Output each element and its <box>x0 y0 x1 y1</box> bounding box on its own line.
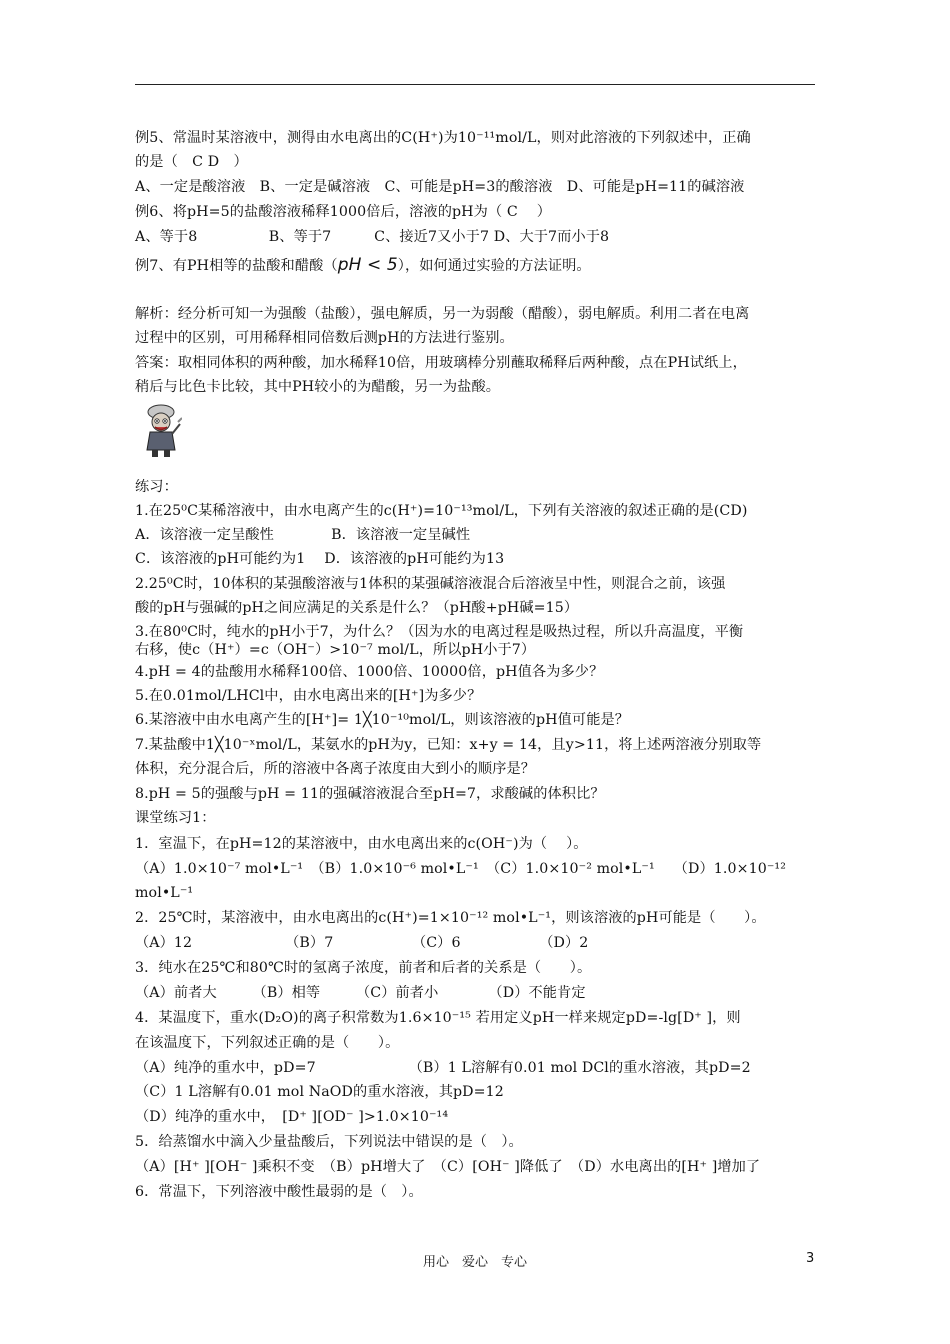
line-c4a: 4．某温度下，重水(D₂O)的离子积常数为1.6×10⁻¹⁵ 若用定义pH一样来规定pD=-lg[D⁺ ]，则 <box>135 1010 741 1026</box>
line-c6: 6．常温下，下列溶液中酸性最弱的是（ ）。 <box>135 1184 423 1200</box>
line-c1: 1．室温下，在pH=12的某溶液中，由水电离出来的c(OH⁻)为（ ）。 <box>135 836 588 852</box>
line-p2a: 2.25⁰C时，10体积的某强酸溶液与1体积的某强碱溶液混合后溶液呈中性，则混合之前，该强 <box>135 576 726 592</box>
line-p1-ab: A．该溶液一定呈酸性 B．该溶液一定呈碱性 <box>135 527 471 543</box>
line-ex5: 例5、常温时某溶液中，测得由水电离出的C(H⁺)为10⁻¹¹mol/L，则对此溶液的下列叙述中，正确 <box>135 130 751 146</box>
page-number: 3 <box>806 1251 815 1266</box>
line-p7b: 体积，充分混合后，所的溶液中各离子浓度由大到小的顺序是？ <box>135 761 536 777</box>
line-c5-options: （A）[H⁺ ][OH⁻ ]乘积不变 （B）pH增大了 （C）[OH⁻ ]降低了 （D）水电离出的[H⁺ ]增加了 <box>135 1159 761 1175</box>
line-p7a: 7.某盐酸中1╳10⁻ˣmol/L，某氨水的pH为y，已知：x+y = 14，且y>11，将上述两溶液分别取等 <box>135 737 762 753</box>
line-p8: 8.pH = 5的强酸与pH = 11的强碱溶液混合至pH=7，求酸碱的体积比？ <box>135 786 605 802</box>
line-c2: 2．25℃时，某溶液中，由水电离出的c(H⁺)=1×10⁻¹² mol•L⁻¹，则该溶液的pH可能是（ ）。 <box>135 910 766 926</box>
line-p3b: 右移，使c（H⁺）=c（OH⁻）>10⁻⁷ mol/L，所以pH小于7） <box>135 642 536 658</box>
line-p3a: 3.在80⁰C时，纯水的pH小于7，为什么？（因为水的电离过程是吸热过程，所以升高温度，平衡 <box>135 624 744 640</box>
line-p5: 5.在0.01mol/LHCl中，由水电离出来的[H⁺]为多少？ <box>135 688 482 704</box>
line-ex7 <box>135 256 591 275</box>
line-p1: 1.在25⁰C某稀溶液中，由水电离产生的c(H⁺)=10⁻¹³mol/L，下列有关溶液的叙述正确的是(CD) <box>135 503 748 519</box>
ex7-text-b: ），如何通过实验的方法证明。 <box>397 258 591 274</box>
line-c5: 5．给蒸馏水中滴入少量盐酸后，下列说法中错误的是（ ）。 <box>135 1134 523 1150</box>
line-answer-2: 稍后与比色卡比较，其中PH较小的为醋酸，另一为盐酸。 <box>135 379 501 395</box>
line-class-title: 课堂练习1： <box>135 810 216 826</box>
line-ex5-answer: 的是（ C D ） <box>135 154 248 170</box>
line-practice-title: 练习： <box>135 479 178 495</box>
line-c4-c: （C）1 L溶解有0.01 mol NaOD的重水溶液，其pD=12 <box>135 1084 504 1100</box>
line-c4-d: （D）纯净的重水中， [D⁺ ][OD⁻ ]>1.0×10⁻¹⁴ <box>135 1109 449 1125</box>
line-c1-options-cont: mol•L⁻¹ <box>135 885 194 901</box>
line-c4-ab: （A）纯净的重水中，pD=7 （B）1 L溶解有0.01 mol DCl的重水溶液，其pD=2 <box>135 1060 751 1076</box>
line-ex6: 例6、将pH=5的盐酸溶液稀释1000倍后，溶液的pH为（ C ） <box>135 204 551 220</box>
footer-motto: 用心 爱心 专心 <box>422 1255 527 1270</box>
line-c4b: 在该温度下，下列叙述正确的是（ ）。 <box>135 1035 400 1051</box>
ex7-math: pH < 5 <box>337 255 398 275</box>
line-ex6-options: A、等于8 B、等于7 C、接近7又小于7 D、大于7而小于8 <box>135 229 610 245</box>
cartoon-mascot-icon <box>140 402 182 458</box>
line-p1-cd: C．该溶液的pH可能约为1 D．该溶液的pH可能约为13 <box>135 551 505 567</box>
line-c2-options: （A）12 （B）7 （C）6 （D）2 <box>135 935 589 951</box>
header-rule <box>135 84 815 85</box>
line-analysis-1: 解析：经分析可知一为强酸（盐酸），强电解质，另一为弱酸（醋酸），弱电解质。利用二者在电离 <box>135 306 750 322</box>
line-c3-options: （A）前者大 （B）相等 （C）前者小 （D）不能肯定 <box>135 985 586 1001</box>
line-p2b: 酸的pH与强碱的pH之间应满足的关系是什么？（pH酸+pH碱=15） <box>135 600 579 616</box>
line-ex5-options: A、一定是酸溶液 B、一定是碱溶液 C、可能是pH=3的酸溶液 D、可能是pH=11的碱溶液 <box>135 179 745 195</box>
line-answer-1: 答案：取相同体积的两种酸，加水稀释10倍，用玻璃棒分别蘸取稀释后两种酸，点在PH试纸上， <box>135 355 747 371</box>
line-p4: 4.pH = 4的盐酸用水稀释100倍、1000倍、10000倍，pH值各为多少？ <box>135 664 604 680</box>
line-c1-options: （A）1.0×10⁻⁷ mol•L⁻¹ （B）1.0×10⁻⁶ mol•L⁻¹ （C）1.0×10⁻² mol•L⁻¹ （D）1.0×10⁻¹² <box>135 861 787 877</box>
line-p6: 6.某溶液中由水电离产生的[H⁺]= 1╳10⁻¹⁰mol/L，则该溶液的pH值可能是？ <box>135 712 630 728</box>
line-c3: 3．纯水在25℃和80℃时的氢离子浓度，前者和后者的关系是（ ）。 <box>135 960 592 976</box>
ex7-text-a: 例7、有PH相等的盐酸和醋酸（ <box>135 258 338 274</box>
line-analysis-2: 过程中的区别，可用稀释相同倍数后测pH的方法进行鉴别。 <box>135 330 514 346</box>
